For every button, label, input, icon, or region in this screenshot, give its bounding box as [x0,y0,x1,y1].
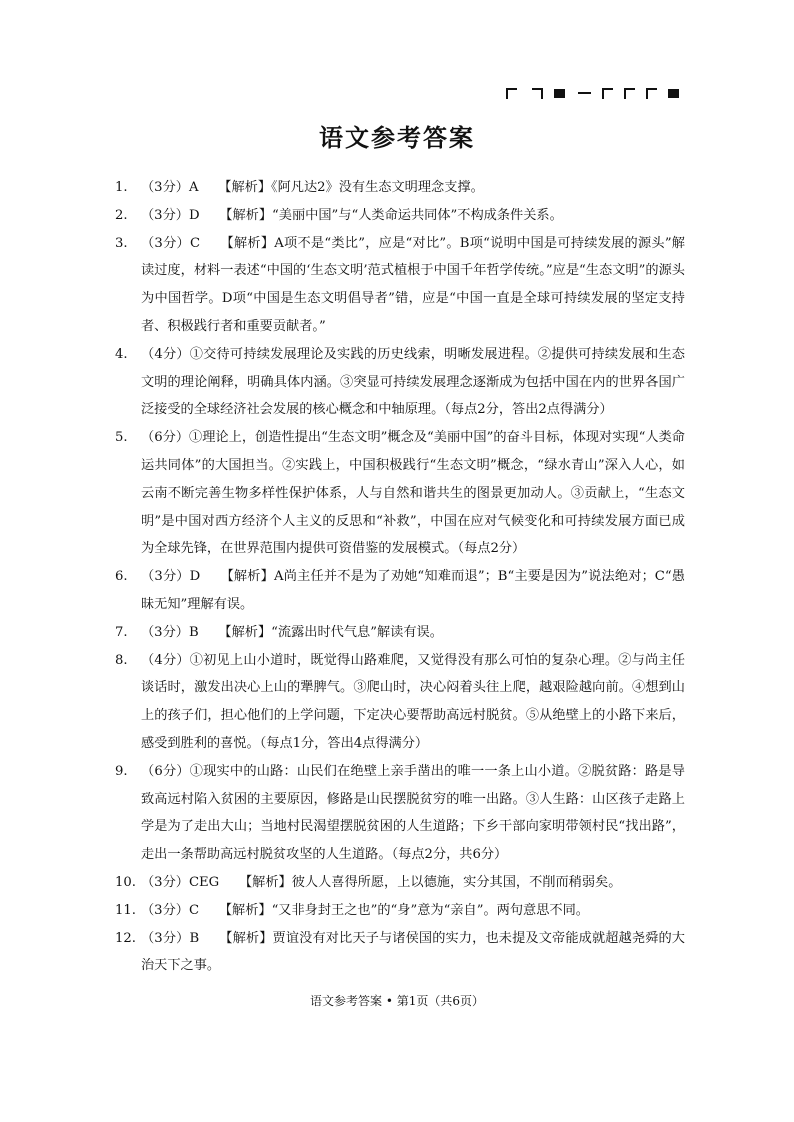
answer-text: （6分）①现实中的山路：山民们在绝壁上亲手凿出的唯一一条上山小道。②脱贫路：路是导致高远村陷入贫困的主要原因，修路是山民摆脱贫穷的唯一出路。③人生路：山区孩子走路上学是为了走出大山；当地村民渴望摆脱贫困的人生道路；下乡干部向家明带领村民“找出路”，走出一条帮助高远村脱贫攻坚的人生道路。（每点2分，共6分） [141,763,685,863]
answer-number: 8. [115,652,128,668]
answer-list [115,174,685,980]
answer-text: （6分）①理论上，创造性提出“生态文明”概念及“美丽中国”的奋斗目标，体现对实现“人类命运共同体”的大国担当。②实践上，中国积极践行“生态文明”概念，“绿水青山”深入人心，如云南不断完善生物多样性保护体系，人与自然和谐共生的图景更加动人。③贡献上，“生态文明”是中国对西方经济个人主义的反思和“补救”，中国在应对气候变化和可持续发展方面已成为全球先锋，在世界范围内提供可资借鉴的发展模式。（每点2分） [141,430,685,557]
answer-number: 12. [115,930,136,946]
answer-item [115,869,685,897]
answer-item [115,647,685,758]
answer-number: 9. [115,763,128,779]
block-mark-icon [554,89,565,98]
answer-text: （3分）B 【解析】“流露出时代气息”解读有误。 [141,624,443,640]
registration-marks [506,88,686,102]
answer-item [115,174,685,202]
answer-text: （4分）①初见上山小道时，既觉得山路难爬，又觉得没有那么可怕的复杂心理。②与尚主任谈话时，激发出决心上山的犟脾气。③爬山时，决心闷着头往上爬，越艰险越向前。④想到山上的孩子们，担心他们的上学问题，下定决心要帮助高远村脱贫。⑤从绝壁上的小路下来后，感受到胜利的喜悦。（每点1分，答出4点得满分） [141,652,685,751]
answer-number: 11. [115,902,136,918]
dash-mark-icon [578,92,591,94]
answer-item [115,758,685,869]
answer-text: （3分）B 【解析】贾谊没有对比天子与诸侯国的实力，也未提及文帝能成就超越尧舜的大治天下之事。 [141,930,685,974]
corner-mark-icon [602,88,613,99]
answer-number: 10. [115,874,136,890]
block-mark-icon [668,89,679,98]
answer-text: （3分）A 【解析】《阿凡达2》没有生态文明理念支撑。 [141,180,484,195]
page-title: 语文参考答案 [319,123,475,152]
answer-text: （3分）CEG 【解析】彼人人喜得所愿，上以德施，实分其国，不削而稍弱矣。 [141,874,622,890]
answer-item [115,563,685,619]
answer-item [115,230,685,341]
answer-number: 6. [115,569,128,585]
answer-number: 5. [115,430,128,446]
answer-text: （3分）D 【解析】“美丽中国”与“人类命运共同体”不构成条件关系。 [141,207,563,223]
answer-text: （3分）D 【解析】A尚主任并不是为了劝她“知难而退”；B“主要是因为”说法绝对；C“愚昧无知”理解有误。 [141,569,685,612]
answer-number: 4. [115,346,128,362]
answer-item [115,202,685,230]
answer-item [115,619,685,647]
answer-item [115,424,685,563]
answer-text: （4分）①交待可持续发展理论及实践的历史线索，明晰发展进程。②提供可持续发展和生态文明的理论阐释，明确具体内涵。③突显可持续发展理念逐渐成为包括中国在内的世界各国广泛接受的全球经济社会发展的核心概念和中轴原理。（每点2分，答出2点得满分） [141,346,685,418]
answer-text: （3分）C 【解析】A项不是“类比”，应是“对比”。B项“说明中国是可持续发展的源头”解读过度，材料一表述“中国的‘生态文明’范式植根于中国千年哲学传统。”应是“生态文明”的源头为中国哲学。D项“中国是生态文明倡导者”错，应是“中国一直是全球可持续发展的坚定支持者、积极践行者和重要贡献者。” [141,235,685,334]
corner-mark-icon [624,88,635,99]
answer-item [115,897,685,925]
answer-item [115,925,685,981]
page-footer: 语文参考答案 • 第1页（共6页） [310,994,484,1008]
corner-mark-icon [532,88,543,99]
corner-mark-icon [506,88,517,99]
corner-mark-icon [646,88,657,99]
answer-number: 2. [115,207,128,223]
answer-text: （3分）C 【解析】“又非身封王之也”的“身”意为“亲自”。两句意思不同。 [141,902,589,918]
answer-number: 1. [115,180,128,195]
answer-number: 3. [115,235,128,251]
answer-number: 7. [115,624,128,640]
answer-item [115,341,685,424]
